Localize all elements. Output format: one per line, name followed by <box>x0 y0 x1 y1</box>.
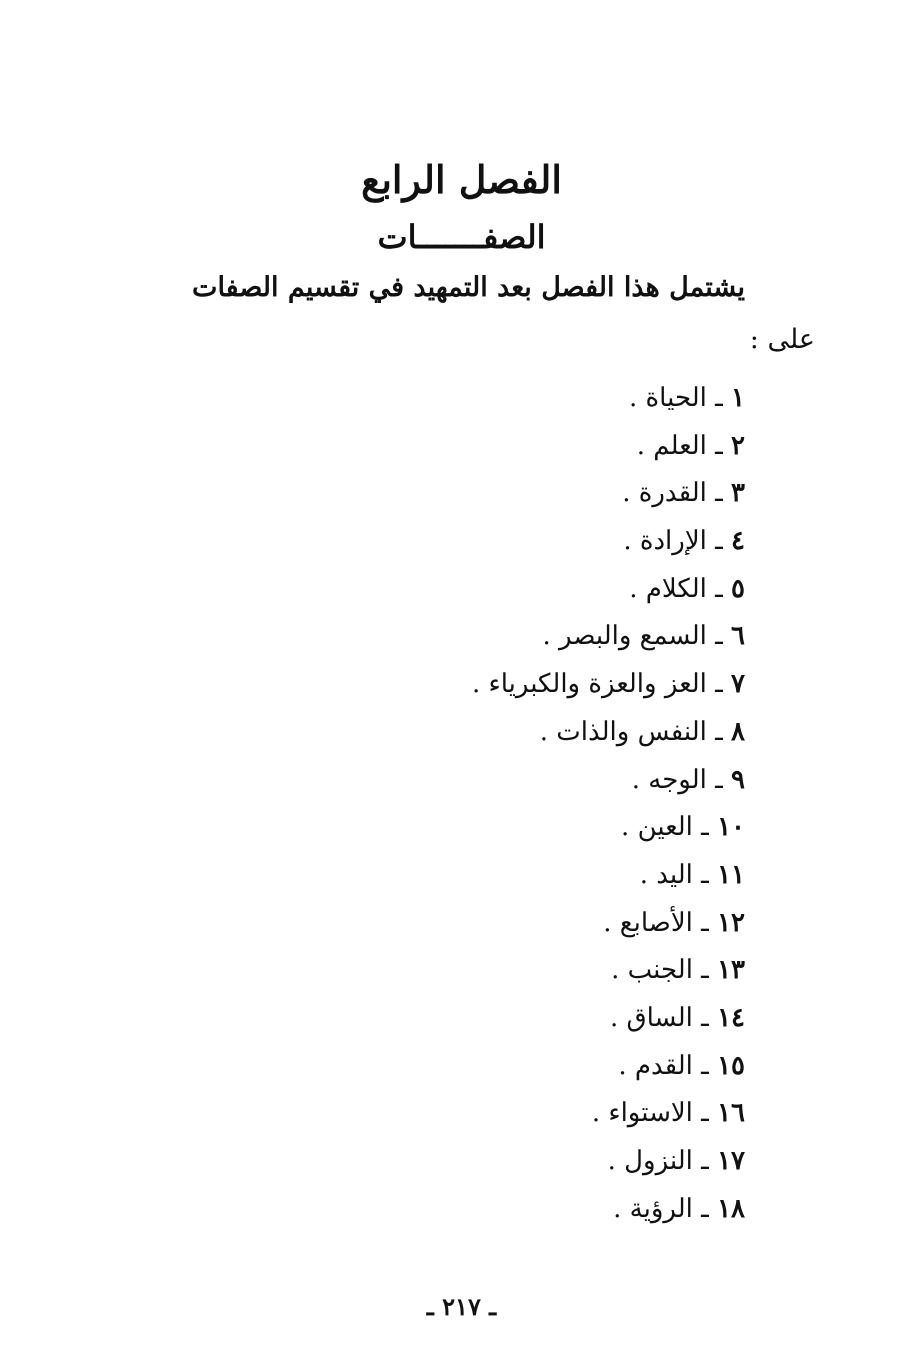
item-number: ٣ <box>731 478 745 509</box>
item-number: ١٠ <box>717 812 745 843</box>
item-text: ـ العز والعزة والكبرياء . <box>471 669 723 700</box>
list-item <box>345 1139 745 1187</box>
list-item <box>345 853 745 901</box>
item-text: ـ الجنب . <box>611 955 709 986</box>
list-item <box>345 710 745 758</box>
list-item <box>345 805 745 853</box>
list-item <box>345 948 745 996</box>
item-text: ـ اليد . <box>639 859 709 890</box>
item-text: ـ السمع والبصر . <box>542 621 723 652</box>
chapter-title: الفصل الرابع <box>361 157 562 202</box>
intro-continuation: على : <box>749 324 815 355</box>
list-item <box>345 662 745 710</box>
item-text: ـ العلم . <box>636 430 723 461</box>
list-item <box>345 424 745 472</box>
item-text: ـ القدرة . <box>622 478 723 509</box>
item-text: ـ الوجه . <box>631 764 723 795</box>
item-text: ـ الكلام . <box>629 573 723 604</box>
item-number: ١٣ <box>717 955 745 986</box>
list-item <box>345 519 745 567</box>
item-number: ٤ <box>731 526 745 557</box>
item-text: ـ الرؤية . <box>613 1193 709 1224</box>
item-text: ـ العين . <box>621 812 709 843</box>
item-number: ١٦ <box>717 1098 745 1129</box>
chapter-subtitle: الصفـــــــات <box>377 218 546 256</box>
item-number: ١٧ <box>717 1146 745 1176</box>
item-text: ـ القدم . <box>618 1050 709 1081</box>
item-number: ٦ <box>731 621 745 652</box>
page-number: ـ ٢١٧ ـ <box>426 1292 497 1321</box>
item-number: ٥ <box>731 573 745 604</box>
list-item <box>345 996 745 1044</box>
item-number: ١٢ <box>717 907 745 938</box>
intro-line: يشتمل هذا الفصل بعد التمهيد في تقسيم الصفات <box>192 272 745 303</box>
list-item <box>345 1044 745 1092</box>
item-number: ٨ <box>731 716 745 747</box>
item-number: ٢ <box>731 430 745 461</box>
item-text: ـ النفس والذات . <box>539 716 723 747</box>
list-item <box>345 614 745 662</box>
item-number: ١١ <box>717 859 745 890</box>
list-item <box>345 471 745 519</box>
list-item <box>345 376 745 424</box>
item-number: ١٨ <box>717 1193 745 1224</box>
item-number: ١٤ <box>717 1002 745 1033</box>
item-text: ـ الإرادة . <box>623 526 723 557</box>
item-text: ـ الاستواء . <box>591 1098 709 1129</box>
list-item <box>345 758 745 806</box>
list-item <box>345 901 745 949</box>
attributes-list <box>345 376 745 1234</box>
item-text: ـ الساق . <box>609 1002 709 1033</box>
item-number: ٧ <box>731 669 745 700</box>
item-number: ١٥ <box>717 1050 745 1081</box>
item-text: ـ الأصابع . <box>603 907 709 938</box>
list-item <box>345 1187 745 1235</box>
item-text: ـ النزول . <box>607 1146 709 1176</box>
item-text: ـ الحياة . <box>629 383 723 413</box>
item-number: ٩ <box>731 764 745 795</box>
item-number: ١ <box>731 383 745 413</box>
list-item <box>345 1091 745 1139</box>
list-item <box>345 567 745 615</box>
